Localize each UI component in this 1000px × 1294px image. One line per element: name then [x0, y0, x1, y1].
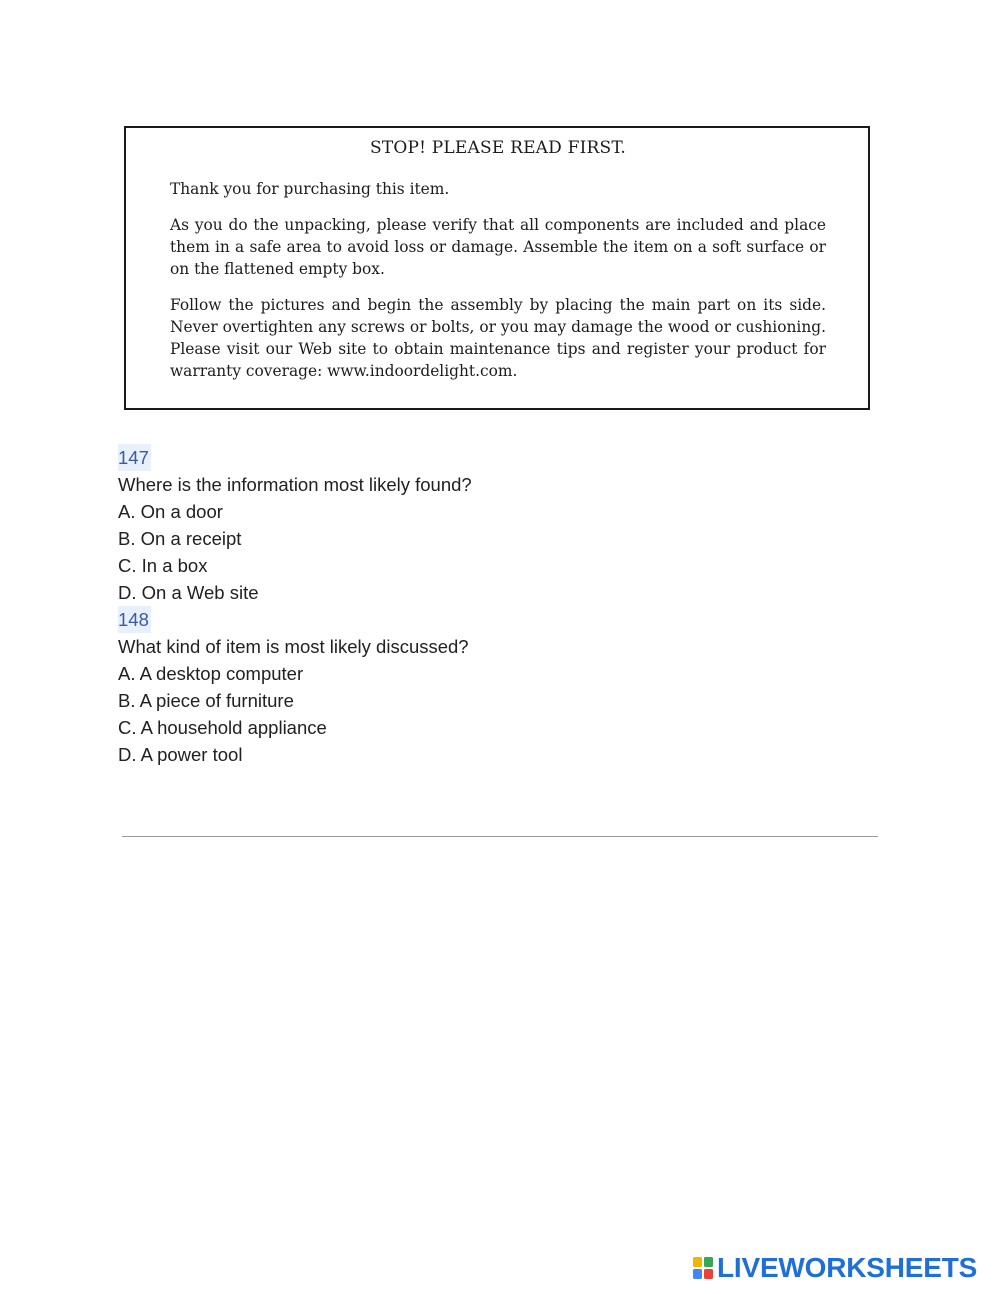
questions-section: [118, 444, 818, 768]
answer-option: D. A power tool: [118, 744, 243, 765]
answer-option: D. On a Web site: [118, 582, 259, 603]
question-number: 148: [118, 606, 151, 633]
logo-text: LIVEWORKSHEETS: [717, 1252, 978, 1283]
section-divider: [122, 836, 878, 837]
answer-option: C. In a box: [118, 555, 208, 576]
question-147: [118, 444, 818, 471]
answer-option: A. A desktop computer: [118, 663, 304, 684]
notice-paragraph-unpacking: As you do the unpacking, please verify that all components are included and place them in a safe area to avoid loss or damage. Assemble the item on a soft surface or on the flattened empty box.: [170, 216, 826, 278]
answer-option: B. A piece of furniture: [118, 690, 294, 711]
notice-box: [124, 126, 870, 410]
notice-paragraph-assembly: Follow the pictures and begin the assembly by placing the main part on its side. Never overtighten any screws or bolts, or you may damage the wood or cushioning. Please visit our Web site to obtain maintenance tips and register your product for warranty coverage: www.indoordelight.com.: [170, 296, 826, 380]
question-prompt: Where is the information most likely found?: [118, 474, 472, 495]
answer-option: B. On a receipt: [118, 528, 242, 549]
question-prompt: What kind of item is most likely discussed?: [118, 636, 469, 657]
notice-paragraph-thanks: Thank you for purchasing this item.: [170, 180, 450, 198]
answer-option: C. A household appliance: [118, 717, 327, 738]
liveworksheets-logo: [693, 1253, 977, 1283]
liveworksheets-mark-icon: [693, 1257, 713, 1279]
notice-title: STOP! PLEASE READ FIRST.: [370, 138, 626, 158]
question-148: [118, 606, 818, 633]
answer-option: A. On a door: [118, 501, 223, 522]
question-number: 147: [118, 444, 151, 471]
